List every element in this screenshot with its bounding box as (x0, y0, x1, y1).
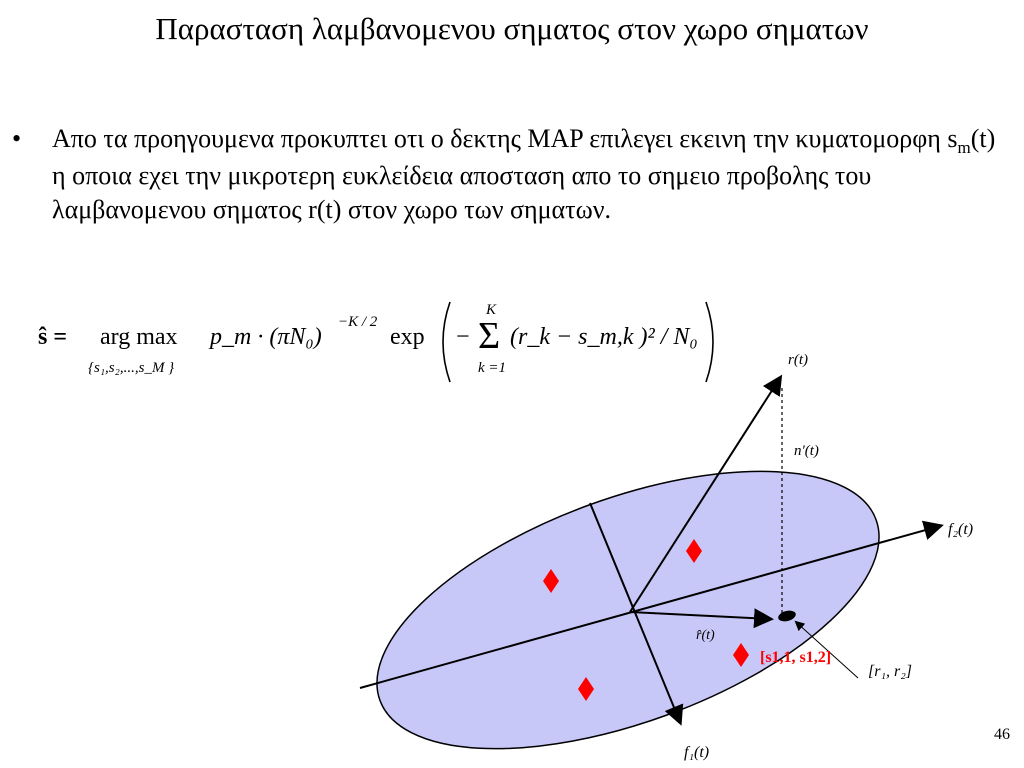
page-number: 46 (994, 726, 1010, 743)
formula-sum-body: (r_k − s_m,k )² / N₀ (510, 324, 698, 350)
bullet-text (52, 122, 997, 227)
formula-prior: p_m · (πN₀) (210, 324, 322, 350)
label-f2: f₂(t) (948, 521, 974, 538)
formula-sum-lower: k =1 (478, 360, 507, 376)
formula-exp: exp (390, 324, 425, 350)
label-rhat: r̂(t) (696, 628, 715, 643)
formula-argmax-set: {s₁,s₂,...,s_M } (88, 360, 175, 376)
formula-sigma: Σ (478, 315, 501, 357)
label-signal-point: [s1,1, s1,2] (760, 649, 832, 666)
label-r-t: r(t) (788, 352, 808, 368)
formula-lhs: ŝ = (38, 324, 68, 350)
bullet-mark: • (12, 124, 22, 153)
formula-minus: − (456, 324, 470, 350)
signal-space-diagram (340, 340, 1024, 768)
label-received-point: [r₁, r₂] (868, 663, 913, 680)
formula-sum-upper: K (486, 302, 497, 318)
label-f1: f₁(t) (684, 744, 710, 761)
formula-argmax: arg max (100, 324, 178, 350)
decision-ellipse (342, 414, 915, 768)
slide-title: Παρασταση λαμβανομενου σηματος στον χωρο σηματων (155, 11, 869, 46)
bullet-subscript: m (957, 138, 971, 158)
label-n-t: n'(t) (794, 443, 819, 459)
bullet-text-after: (t) η οποια εχει την μικροτερη ευκλείδεια αποσταση απο το σημειο προβολης του λαμβανομενου σηματος r(t) στον χωρο των σηματων. (52, 124, 996, 225)
formula-exponent: −K / 2 (338, 314, 378, 330)
bullet-text-before: Απο τα προηγουμενα προκυπτει οτι ο δεκτης MAP επιλεγει εκεινη την κυματομορφη s (52, 124, 958, 153)
